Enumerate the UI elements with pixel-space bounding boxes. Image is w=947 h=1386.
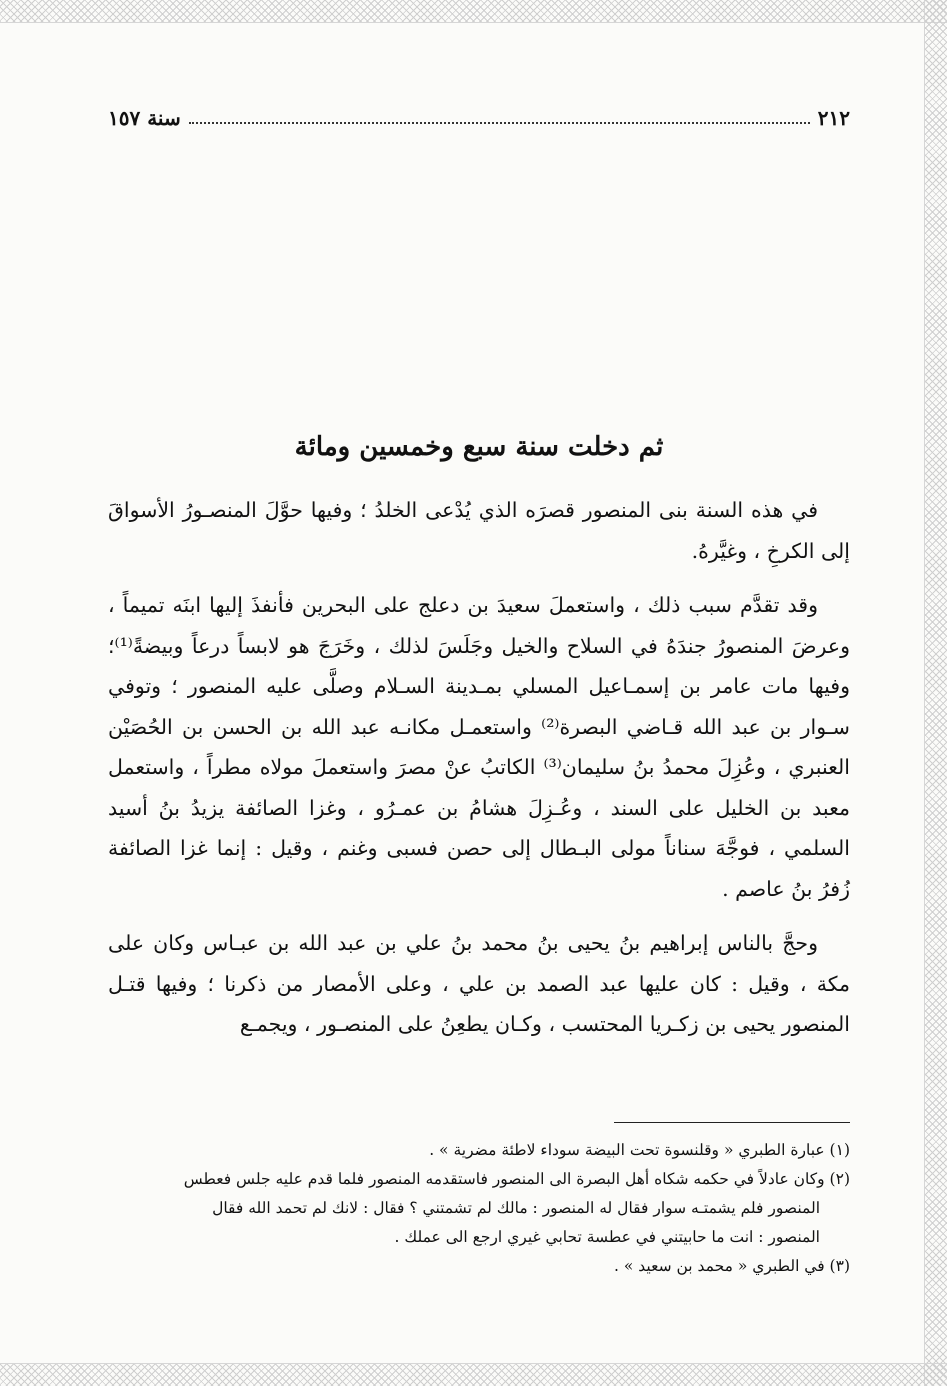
- paragraph: وحجَّ بالناس إبراهيم بنُ يحيى بنُ محمد بنُ علي بن عبد الله بن عبـاس وكان على مكة ، وقيل : كان عليها عبد الصمد بن علي ، وعلى الأمصار من ذكرنا ؛ وفيها قتـل المنصور يحيى بن زكـريا المحتسب ، وكـان يطعِنُ على المنصـور ، ويجمـع: [108, 931, 850, 1036]
- main-text: [108, 490, 850, 1059]
- footnote-2-continued: المنصور فلم يشمتـه سوار فقال له المنصور : مالك لم تشمتني ؟ فقال : لانك لم تحمد الله فقال: [212, 1199, 820, 1217]
- footnote-2: (٢) وكان عادلاً في حكمه شكاه أهل البصرة الى المنصور فاستقدمه المنصور فلما قدم عليه جلس فعطس: [183, 1170, 850, 1188]
- paragraph: وقد تقدَّم سبب ذلك ، واستعملَ سعيدَ بن دعلج على البحرين فأنفذَ إليها ابنَه تميماً ، وعرضَ المنصورُ جندَهُ في السلاح والخيل وجَلَسَ لذلك ، وخَرَجَ هو لابساً درعاً وبيضةً⁽¹⁾؛ وفيها مات عامر بن إسمـاعيل المسلي بمـدينة السـلام وصلَّى عليه المنصور ؛ وتوفي سـوار بن عبد الله قـاضي البصرة⁽²⁾ واستعمـل مكانـه عبد الله بن الحسن بن الحُصَيْن العنبري ، وعُزِلَ محمدُ بنُ سليمان⁽³⁾ الكاتبُ عنْ مصرَ واستعملَ مولاه مطراً ، واستعمل معبد بن الخليل على السند ، وعُـزِلَ هشامُ بن عمـرُو ، وغزا الصائفة يزيدُ بنُ أسيد السلمي ، فوجَّهَ سناناً مولى البـطال إلى حصن فسبى وغنم ، وقيل : إنما غزا الصائفة زُفرُ بنُ عاصم .: [108, 593, 850, 901]
- footnote-3: (٣) في الطبري « محمد بن سعيد » .: [614, 1257, 850, 1275]
- footnote-separator: [614, 1122, 850, 1123]
- page-header: [108, 100, 850, 130]
- book-page: [108, 90, 850, 1320]
- footnotes: [108, 1136, 850, 1281]
- paragraph: في هذه السنة بنى المنصور قصرَه الذي يُدْعى الخلدُ ؛ وفيها حوَّلَ المنصـورُ الأسواقَ إلى الكرخِ ، وغيَّرهُ.: [108, 498, 850, 563]
- header-dot-leader: [189, 122, 810, 124]
- footnote-1: (١) عبارة الطبري « وقلنسوة تحت البيضة سوداء لاطئة مضرية » .: [429, 1141, 850, 1159]
- section-title: ثم دخلت سنة سبع وخمسين ومائة: [294, 432, 664, 462]
- decorative-border-top: [0, 0, 947, 23]
- page-number: ٢١٢: [817, 106, 850, 130]
- decorative-border-right: [924, 0, 947, 1386]
- running-title: سنة ١٥٧: [108, 106, 181, 130]
- footnote-2-continued: المنصور : انت ما حابيتني في عطسة تحابي غيري ارجع الى عملك .: [394, 1228, 820, 1246]
- decorative-border-bottom: [0, 1363, 947, 1386]
